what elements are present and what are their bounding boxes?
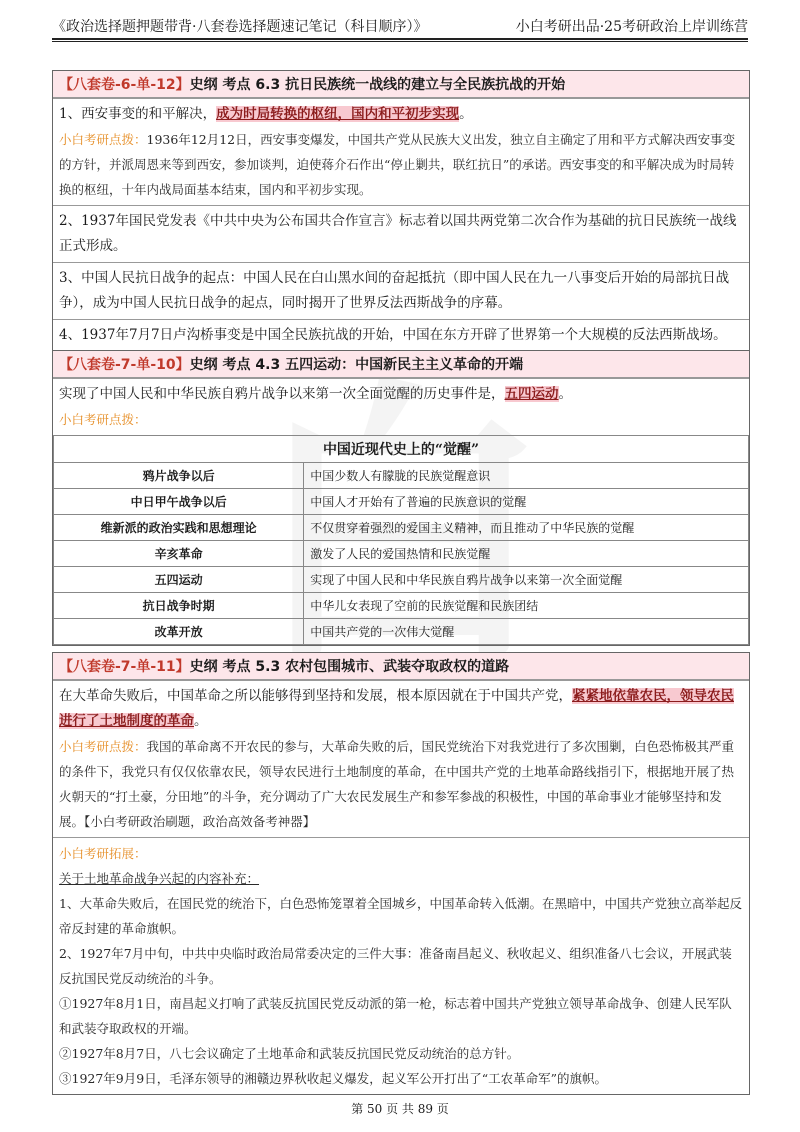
tip-note [59,734,743,834]
table-value: 激发了人民的爱国热情和民族觉醒 [304,541,749,567]
page-number: 第 50 页 共 89 页 [351,1102,449,1116]
table-value: 中国人才开始有了普遍的民族意识的觉醒 [304,489,749,515]
card-tag: 【八套卷-6-单-12】 [59,77,190,93]
header-left-title: 《政治选择题押题带背·八套卷选择题速记笔记（科目顺序）》 [52,19,428,35]
tip-note [59,407,743,432]
table-key: 五四运动 [54,567,304,593]
table-key: 鸦片战争以后 [54,463,304,489]
extension-label: 小白考研拓展： [59,846,147,861]
key-answer-highlight: 成为时局转换的枢纽，国内和平初步实现 [216,106,460,122]
point-row [53,98,749,205]
table-value: 中华儿女表现了空前的民族觉醒和民族团结 [304,593,749,619]
table-row [54,515,749,541]
card-title [53,653,749,680]
card-tag: 【八套卷-7-单-10】 [59,357,190,373]
question-card-1 [52,70,750,352]
point-text-end: 。 [459,106,473,122]
table-key: 改革开放 [54,619,304,645]
table-value: 实现了中国人民和中华民族自鸦片战争以来第一次全面觉醒 [304,567,749,593]
extension-item: 2、1927年7月中旬，中共中央临时政治局常委决定的三件大事：准备南昌起义、秋收起义、组织准备八七会议，开展武装反抗国民党反动统治的斗争。 [59,946,732,986]
tip-label: 小白考研点拨： [59,412,147,427]
table-value: 中国少数人有朦胧的民族觉醒意识 [304,463,749,489]
table-row [54,463,749,489]
header-right-title: 小白考研出品·25考研政治上岸训练营 [515,19,748,35]
key-answer-highlight: 五四运动 [504,386,559,402]
point-row [53,378,749,435]
card-topic: 史纲 考点 4.3 五四运动：中国新民主主义革命的开端 [189,357,524,373]
card-tag: 【八套卷-7-单-11】 [59,659,190,675]
card-title [53,351,749,378]
question-card-3 [52,652,750,1095]
tip-text: 我国的革命离不开农民的参与，大革命失败的后，国民党统治下对我党进行了多次围剿，白色恐怖极其严重的条件下，我党只有仅仅依靠农民，领导农民进行土地制度的革命，在中国共产党的土地革命路线指引下，根据地开展了热火朝天的“打土豪，分田地”的斗争，充分调动了广大农民发展生产和参军参战的积极性，中国的革命事业才能够坚持和发展。【小白考研政治刷题，政治高效备考神器】 [59,739,735,829]
table-key: 辛亥革命 [54,541,304,567]
point-text: 实现了中国人民和中华民族自鸦片战争以来第一次全面觉醒的历史事件是， [59,386,505,402]
point-row [53,680,749,837]
extension-section [53,837,749,1094]
extension-item: ③1927年9月9日，毛泽东领导的湘赣边界秋收起义爆发，起义军公开打出了“工农革命军”的旗帜。 [59,1071,607,1086]
table-value: 不仅贯穿着强烈的爱国主义精神，而且推动了中华民族的觉醒 [304,515,749,541]
table-value: 中国共产党的一次伟大觉醒 [304,619,749,645]
page-header [52,14,748,36]
table-row [54,619,749,645]
awakening-table [53,435,749,645]
table-title: 中国近现代史上的“觉醒” [54,436,749,463]
table-row [54,593,749,619]
point-row: 3、中国人民抗日战争的起点：中国人民在白山黑水间的奋起抵抗（即中国人民在九一八事变后开始的局部抗日战争），成为中国人民抗日战争的起点，同时揭开了世界反法西斯战争的序幕。 [53,262,749,319]
point-row: 4、1937年7月7日卢沟桥事变是中国全民族抗战的开始，中国在东方开辟了世界第一个大规模的反法西斯战场。 [53,319,749,351]
header-divider-thin [52,41,748,42]
question-card-2 [52,350,750,646]
point-text-end: 。 [194,713,208,729]
table-row [54,541,749,567]
tip-text: 1936年12月12日，西安事变爆发，中国共产党从民族大义出发，独立自主确定了用和平方式解决西安事变的方针，并派周恩来等到西安，参加谈判，迫使蒋介石作出“停止剿共，联红抗日”的承诺。西安事变的和平解决成为时局转换的枢纽，十年内战局面基本结束，国内和平初步实现。 [59,132,736,197]
point-text-end: 。 [558,386,572,402]
tip-label: 小白考研点拨： [59,132,147,147]
table-key: 抗日战争时期 [54,593,304,619]
point-row: 2、1937年国民党发表《中共中央为公布国共合作宣言》标志着以国共两党第二次合作为基础的抗日民族统一战线正式形成。 [53,205,749,262]
card-topic: 史纲 考点 6.3 抗日民族统一战线的建立与全民族抗战的开始 [189,77,566,93]
extension-item: 1、大革命失败后，在国民党的统治下，白色恐怖笼罩着全国城乡，中国革命转入低潮。在黑暗中，中国共产党独立高举起反帝反封建的革命旗帜。 [59,896,742,936]
table-row [54,489,749,515]
table-key: 维新派的政治实践和思想理论 [54,515,304,541]
tip-note [59,127,743,202]
card-title [53,71,749,98]
key-answer-highlight: 紧紧地依靠农民，领导农民进行了土地制度的革命 [59,688,734,729]
extension-subtitle: 关于土地革命战争兴起的内容补充： [59,871,260,886]
point-text: 在大革命失败后，中国革命之所以能够得到坚持和发展，根本原因就在于中国共产党， [59,688,572,704]
table-row [54,567,749,593]
point-text: 1、西安事变的和平解决， [59,106,217,122]
extension-item: ①1927年8月1日，南昌起义打响了武装反抗国民党反动派的第一枪，标志着中国共产党独立领导革命战争、创建人民军队和武装夺取政权的开端。 [59,996,732,1036]
card-topic: 史纲 考点 5.3 农村包围城市、武装夺取政权的道路 [189,659,510,675]
extension-item: ②1927年8月7日，八七会议确定了土地革命和武装反抗国民党反动统治的总方针。 [59,1046,520,1061]
table-key: 中日甲午战争以后 [54,489,304,515]
tip-label: 小白考研点拨： [59,739,147,754]
header-divider [52,38,748,40]
